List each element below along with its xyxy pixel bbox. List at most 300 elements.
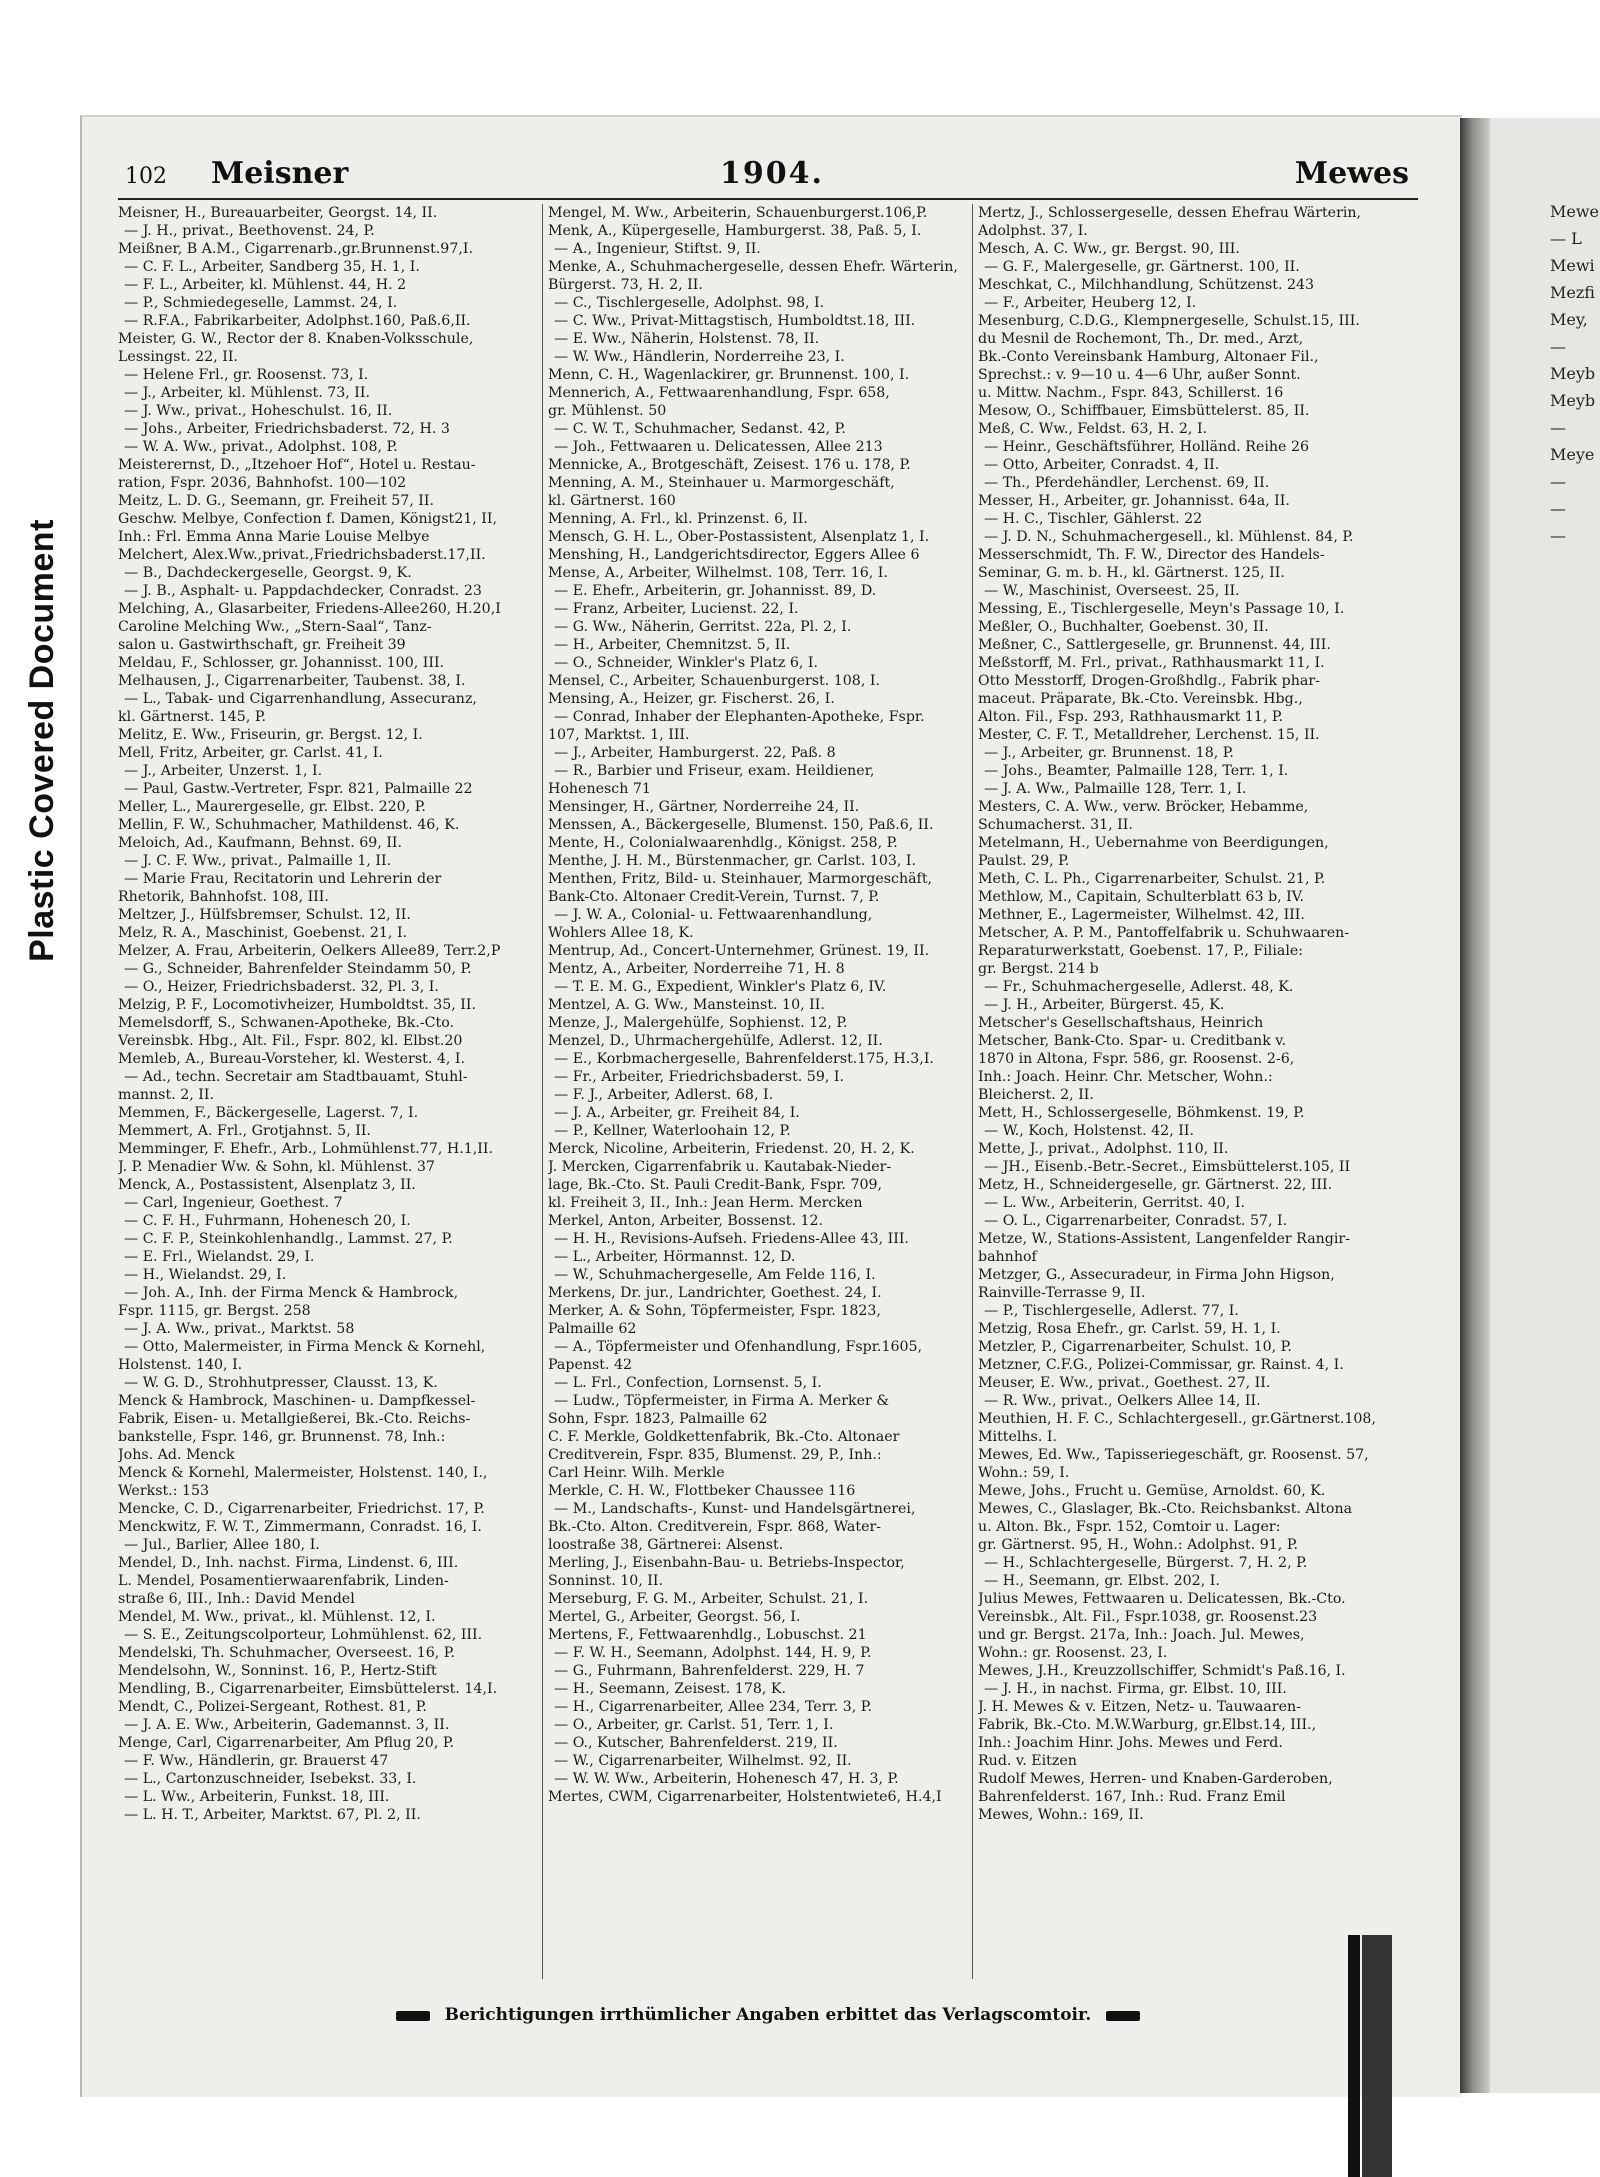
- directory-entry-line: — F. Ww., Händlerin, gr. Brauerst 47: [124, 1753, 389, 1769]
- directory-entry-line: — L. Ww., Arbeiterin, Gerritst. 40, I.: [984, 1195, 1246, 1211]
- directory-entry-line: — J., Arbeiter, kl. Mühlenst. 73, II.: [124, 385, 371, 401]
- directory-entry-line: — J., Arbeiter, Hamburgerst. 22, Paß. 8: [554, 745, 836, 761]
- directory-entry-line: — L., Tabak- und Cigarrenhandlung, Assecuranz,: [124, 691, 477, 707]
- directory-entry-line: — R. Ww., privat., Oelkers Allee 14, II.: [984, 1393, 1261, 1409]
- directory-entry-line: Menthen, Fritz, Bild- u. Steinhauer, Marmorgeschäft,: [548, 871, 933, 887]
- pointing-hand-icon: [1106, 2011, 1140, 2021]
- directory-entry-line: Mendelsohn, W., Sonninst. 16, P., Hertz-Stift: [118, 1663, 437, 1679]
- directory-entry-line: — L. H. T., Arbeiter, Marktst. 67, Pl. 2, II.: [124, 1807, 421, 1823]
- directory-entry-line: Mette, J., privat., Adolphst. 110, II.: [978, 1141, 1229, 1157]
- directory-entry-line: — G. F., Malergeselle, gr. Gärtnerst. 100, II.: [984, 259, 1300, 275]
- directory-entry-line: — Franz, Arbeiter, Lucienst. 22, I.: [554, 601, 799, 617]
- directory-entry-line: Menssen, A., Bäckergeselle, Blumenst. 150, Paß.6, II.: [548, 817, 934, 833]
- column-divider: [542, 204, 543, 1979]
- directory-entry-line: Melitz, E. Ww., Friseurin, gr. Bergst. 12, I.: [118, 727, 423, 743]
- directory-entry-line: und gr. Bergst. 217a, Inh.: Joach. Jul. Mewes,: [978, 1627, 1305, 1643]
- directory-entry-line: — C. F. H., Fuhrmann, Hohenesch 20, I.: [124, 1213, 411, 1229]
- directory-entry-line: — Johs., Arbeiter, Friedrichsbaderst. 72, H. 3: [124, 421, 450, 437]
- directory-entry-line: Meldau, F., Schlosser, gr. Johannisst. 100, III.: [118, 655, 445, 671]
- directory-entry-line: — E. Frl., Wielandst. 29, I.: [124, 1249, 315, 1265]
- directory-entry-line: — L., Cartonzuschneider, Isebekst. 33, I.: [124, 1771, 417, 1787]
- directory-entry-line: Bk.-Cto. Alton. Creditverein, Fspr. 868, Water-: [548, 1519, 882, 1535]
- directory-entry-line: Merseburg, F. G. M., Arbeiter, Schulst. 21, I.: [548, 1591, 869, 1607]
- directory-entry-line: — O., Arbeiter, gr. Carlst. 51, Terr. 1, I.: [554, 1717, 834, 1733]
- directory-entry-line: — R., Barbier und Friseur, exam. Heildiener,: [554, 763, 875, 779]
- directory-entry-line: Meloich, Ad., Kaufmann, Behnst. 69, II.: [118, 835, 403, 851]
- directory-entry-line: Mertz, J., Schlossergeselle, dessen Ehefrau Wärterin,: [978, 205, 1362, 221]
- directory-entry-line: — P., Kellner, Waterloohain 12, P.: [554, 1123, 791, 1139]
- directory-entry-line: Adolphst. 37, I.: [978, 223, 1088, 239]
- directory-entry-line: — W., Schuhmachergeselle, Am Felde 116, I.: [554, 1267, 876, 1283]
- directory-entry-line: Seminar, G. m. b. H., kl. Gärtnerst. 125, II.: [978, 565, 1285, 581]
- directory-entry-line: Fspr. 1115, gr. Bergst. 258: [118, 1303, 311, 1319]
- directory-entry-line: — S. E., Zeitungscolporteur, Lohmühlenst. 62, III.: [124, 1627, 483, 1643]
- directory-entry-line: Menck & Kornehl, Malermeister, Holstenst. 140, I.,: [118, 1465, 488, 1481]
- directory-entry-line: — W. G. D., Strohhutpresser, Clausst. 13, K.: [124, 1375, 438, 1391]
- directory-entry-line: Paulst. 29, P.: [978, 853, 1070, 869]
- directory-entry-line: Melching, A., Glasarbeiter, Friedens-Allee260, H.20,I: [118, 601, 501, 617]
- directory-entry-line: Mewes, C., Glaslager, Bk.-Cto. Reichsbankst. Altona: [978, 1501, 1353, 1517]
- directory-entry-line: L. Mendel, Posamentierwaarenfabrik, Linden-: [118, 1573, 449, 1589]
- directory-entry-line: Mensinger, H., Gärtner, Norderreihe 24, II.: [548, 799, 860, 815]
- directory-entry-line: Metzger, G., Assecuradeur, in Firma John Higson,: [978, 1267, 1335, 1283]
- directory-entry-line: Memleb, A., Bureau-Vorsteher, kl. Westerst. 4, I.: [118, 1051, 466, 1067]
- directory-entry-line: — F. J., Arbeiter, Adlerst. 68, I.: [554, 1087, 774, 1103]
- directory-entry-line: Memmert, A. Frl., Grotjahnst. 5, II.: [118, 1123, 371, 1139]
- page-header: [125, 150, 1415, 190]
- directory-entry-line: Melz, R. A., Maschinist, Goebenst. 21, I.: [118, 925, 408, 941]
- next-page-fragment-line: — L: [1550, 229, 1582, 248]
- directory-column-3: [978, 204, 1398, 1979]
- directory-entry-line: Papenst. 42: [548, 1357, 633, 1373]
- directory-entry-line: — Fr., Schuhmachergeselle, Adlerst. 48, K.: [984, 979, 1294, 995]
- header-left-keyword: Meisner: [211, 156, 349, 191]
- directory-entry-line: — C. W. T., Schuhmacher, Sedanst. 42, P.: [554, 421, 846, 437]
- directory-entry-line: — B., Dachdeckergeselle, Georgst. 9, K.: [124, 565, 412, 581]
- directory-entry-line: Mendelski, Th. Schuhmacher, Overseest. 16, P.: [118, 1645, 455, 1661]
- directory-entry-line: — J. A. E. Ww., Arbeiterin, Gademannst. 3, II.: [124, 1717, 450, 1733]
- directory-entry-line: Menzel, D., Uhrmachergehülfe, Adlerst. 12, II.: [548, 1033, 883, 1049]
- directory-entry-line: — Th., Pferdehändler, Lerchenst. 69, II.: [984, 475, 1270, 491]
- header-rule: [118, 198, 1418, 200]
- directory-entry-line: Bleicherst. 2, II.: [978, 1087, 1094, 1103]
- directory-entry-line: Mittelhs. I.: [978, 1429, 1057, 1445]
- directory-entry-line: — J. H., Arbeiter, Bürgerst. 45, K.: [984, 997, 1225, 1013]
- directory-entry-line: Mesow, O., Schiffbauer, Eimsbüttelerst. 85, II.: [978, 403, 1310, 419]
- next-page-fragment-line: Mezfi: [1550, 283, 1595, 302]
- directory-entry-line: Johs. Ad. Menck: [118, 1447, 235, 1463]
- directory-entry-line: Schumacherst. 31, II.: [978, 817, 1133, 833]
- directory-entry-line: Menge, Carl, Cigarrenarbeiter, Am Pflug 20, P.: [118, 1735, 455, 1751]
- directory-entry-line: mannst. 2, II.: [118, 1087, 214, 1103]
- book-gutter: [1460, 118, 1490, 2093]
- directory-entry-line: kl. Gärtnerst. 160: [548, 493, 676, 509]
- directory-entry-line: — F., Arbeiter, Heuberg 12, I.: [984, 295, 1197, 311]
- directory-entry-line: Fabrik, Eisen- u. Metallgießerei, Bk.-Cto. Reichs-: [118, 1411, 471, 1427]
- footer-note: Berichtigungen irrthümlicher Angaben erbittet das Verlagscomtoir.: [444, 2005, 1092, 2025]
- directory-entry-line: Metelmann, H., Uebernahme von Beerdigungen,: [978, 835, 1329, 851]
- directory-entry-line: — Johs., Beamter, Palmaille 128, Terr. 1, I.: [984, 763, 1289, 779]
- directory-entry-line: — A., Töpfermeister und Ofenhandlung, Fspr.1605,: [554, 1339, 923, 1355]
- directory-entry-line: Mertel, G., Arbeiter, Georgst. 56, I.: [548, 1609, 801, 1625]
- directory-entry-line: Melchert, Alex.Ww.,privat.,Friedrichsbaderst.17,II.: [118, 547, 486, 563]
- directory-entry-line: — H., Seemann, gr. Elbst. 202, I.: [984, 1573, 1220, 1589]
- directory-entry-line: Mengel, M. Ww., Arbeiterin, Schauenburgerst.106,P.: [548, 205, 928, 221]
- directory-entry-line: Mense, A., Arbeiter, Wilhelmst. 108, Terr. 16, I.: [548, 565, 888, 581]
- directory-entry-line: — J. A., Arbeiter, gr. Freiheit 84, I.: [554, 1105, 800, 1121]
- directory-entry-line: — L. Frl., Confection, Lornsenst. 5, I.: [554, 1375, 822, 1391]
- directory-entry-line: J. H. Mewes & v. Eitzen, Netz- u. Tauwaaren-: [978, 1699, 1301, 1715]
- directory-entry-line: Messer, H., Arbeiter, gr. Johannisst. 64a, II.: [978, 493, 1290, 509]
- directory-entry-line: Mentrup, Ad., Concert-Unternehmer, Grünest. 19, II.: [548, 943, 930, 959]
- directory-entry-line: — J., Arbeiter, Unzerst. 1, I.: [124, 763, 323, 779]
- directory-entry-line: Holstenst. 140, I.: [118, 1357, 243, 1373]
- directory-entry-line: gr. Mühlenst. 50: [548, 403, 667, 419]
- directory-entry-line: Metscher, A. P. M., Pantoffelfabrik u. Schuhwaaren-: [978, 925, 1350, 941]
- directory-entry-line: Merling, J., Eisenbahn-Bau- u. Betriebs-Inspector,: [548, 1555, 905, 1571]
- column-divider: [972, 204, 973, 1979]
- directory-entry-line: Meß, C. Ww., Feldst. 63, H. 2, I.: [978, 421, 1208, 437]
- directory-entry-line: Memmen, F., Bäckergeselle, Lagerst. 7, I.: [118, 1105, 419, 1121]
- directory-entry-line: Menze, J., Malergehülfe, Sophienst. 12, P.: [548, 1015, 848, 1031]
- directory-entry-line: Methner, E., Lagermeister, Wilhelmst. 42, III.: [978, 907, 1305, 923]
- directory-entry-line: — W., Maschinist, Overseest. 25, II.: [984, 583, 1240, 599]
- directory-entry-line: — J. A. Ww., privat., Marktst. 58: [124, 1321, 355, 1337]
- directory-entry-line: Meltzer, J., Hülfsbremser, Schulst. 12, II.: [118, 907, 411, 923]
- directory-entry-line: — J. D. N., Schuhmachergesell., kl. Mühlenst. 84, P.: [984, 529, 1354, 545]
- directory-entry-line: — O., Schneider, Winkler's Platz 6, I.: [554, 655, 819, 671]
- directory-entry-line: Mertens, F., Fettwaarenhdlg., Lobuschst. 21: [548, 1627, 867, 1643]
- directory-entry-line: — J. B., Asphalt- u. Pappdachdecker, Conradst. 23: [124, 583, 482, 599]
- directory-entry-line: Rhetorik, Bahnhofst. 108, III.: [118, 889, 329, 905]
- directory-entry-line: Menning, A. Frl., kl. Prinzenst. 6, II.: [548, 511, 808, 527]
- directory-entry-line: — J. C. F. Ww., privat., Palmaille 1, II.: [124, 853, 392, 869]
- directory-entry-line: — W., Cigarrenarbeiter, Wilhelmst. 92, II.: [554, 1753, 852, 1769]
- directory-entry-line: Lessingst. 22, II.: [118, 349, 238, 365]
- directory-entry-line: — Fr., Arbeiter, Friedrichsbaderst. 59, I.: [554, 1069, 844, 1085]
- directory-entry-line: Bank-Cto. Altonaer Credit-Verein, Turnst. 7, P.: [548, 889, 880, 905]
- directory-entry-line: Messing, E., Tischlergeselle, Meyn's Passage 10, I.: [978, 601, 1345, 617]
- directory-entry-line: Wohn.: 59, I.: [978, 1465, 1070, 1481]
- next-page-fragment-line: Meyb: [1550, 391, 1596, 410]
- page-footer: [118, 2005, 1418, 2035]
- directory-entry-line: Merkle, C. H. W., Flottbeker Chaussee 116: [548, 1483, 856, 1499]
- directory-entry-line: — M., Landschafts-, Kunst- und Handelsgärtnerei,: [554, 1501, 916, 1517]
- directory-entry-line: — C., Tischlergeselle, Adolphst. 98, I.: [554, 295, 825, 311]
- directory-entry-line: Mendel, M. Ww., privat., kl. Mühlenst. 12, I.: [118, 1609, 436, 1625]
- directory-entry-line: — Otto, Malermeister, in Firma Menck & Kornehl,: [124, 1339, 486, 1355]
- directory-entry-line: Meth, C. L. Ph., Cigarrenarbeiter, Schulst. 21, P.: [978, 871, 1326, 887]
- directory-entry-line: — Joh. A., Inh. der Firma Menck & Hambrock,: [124, 1285, 459, 1301]
- directory-entry-line: Metzig, Rosa Ehefr., gr. Carlst. 59, H. 1, I.: [978, 1321, 1281, 1337]
- directory-entry-line: — T. E. M. G., Expedient, Winkler's Platz 6, IV.: [554, 979, 887, 995]
- directory-entry-line: Fabrik, Bk.-Cto. M.W.Warburg, gr.Elbst.14, III.,: [978, 1717, 1317, 1733]
- directory-entry-line: Memminger, F. Ehefr., Arb., Lohmühlenst.77, H.1,II.: [118, 1141, 494, 1157]
- directory-entry-line: Menck & Hambrock, Maschinen- u. Dampfkessel-: [118, 1393, 476, 1409]
- directory-entry-line: Meschkat, C., Milchhandlung, Schützenst. 243: [978, 277, 1315, 293]
- directory-entry-line: u. Alton. Bk., Fspr. 152, Comtoir u. Lager:: [978, 1519, 1281, 1535]
- directory-entry-line: lage, Bk.-Cto. St. Pauli Credit-Bank, Fspr. 709,: [548, 1177, 883, 1193]
- directory-entry-line: Meßstorff, M. Frl., privat., Rathhausmarkt 11, I.: [978, 655, 1325, 671]
- directory-entry-line: Metscher, Bank-Cto. Spar- u. Creditbank v.: [978, 1033, 1287, 1049]
- directory-entry-line: — O., Kutscher, Bahrenfelderst. 219, II.: [554, 1735, 838, 1751]
- directory-entry-line: Meuser, E. Ww., privat., Goethest. 27, II.: [978, 1375, 1271, 1391]
- directory-entry-line: Merck, Nicoline, Arbeiterin, Friedenst. 20, H. 2, K.: [548, 1141, 915, 1157]
- directory-entry-line: Melzer, A. Frau, Arbeiterin, Oelkers Allee89, Terr.2,P: [118, 943, 501, 959]
- directory-entry-line: Menckwitz, F. W. T., Zimmermann, Conradst. 16, I.: [118, 1519, 482, 1535]
- directory-entry-line: Menck, A., Postassistent, Alsenplatz 3, II.: [118, 1177, 416, 1193]
- directory-entry-line: Mewes, Ed. Ww., Tapisseriegeschäft, gr. Roosenst. 57,: [978, 1447, 1369, 1463]
- directory-entry-line: — H., Cigarrenarbeiter, Allee 234, Terr. 3, P.: [554, 1699, 872, 1715]
- directory-column-2: [548, 204, 968, 1979]
- directory-entry-line: Menshing, H., Landgerichtsdirector, Eggers Allee 6: [548, 547, 920, 563]
- next-page-fragment-line: Meyb: [1550, 364, 1596, 383]
- directory-entry-line: Mencke, C. D., Cigarrenarbeiter, Friedrichst. 17, P.: [118, 1501, 485, 1517]
- directory-entry-line: — JH., Eisenb.-Betr.-Secret., Eimsbüttelerst.105, II: [984, 1159, 1351, 1175]
- directory-entry-line: J. P. Menadier Ww. & Sohn, kl. Mühlenst. 37: [118, 1159, 435, 1175]
- directory-entry-line: Mentz, A., Arbeiter, Norderreihe 71, H. 8: [548, 961, 845, 977]
- next-page-fragment-line: —: [1550, 337, 1566, 356]
- directory-entry-line: Memelsdorff, S., Schwanen-Apotheke, Bk.-Cto.: [118, 1015, 455, 1031]
- next-page-fragment-line: —: [1550, 526, 1566, 545]
- directory-entry-line: Reparaturwerkstatt, Goebenst. 17, P., Filiale:: [978, 943, 1304, 959]
- directory-entry-line: Mertes, CWM, Cigarrenarbeiter, Holstentwiete6, H.4,I: [548, 1789, 942, 1805]
- directory-entry-line: Metscher's Gesellschaftshaus, Heinrich: [978, 1015, 1264, 1031]
- directory-entry-line: — O., Heizer, Friedrichsbaderst. 32, Pl. 3, I.: [124, 979, 439, 995]
- directory-entry-line: Otto Messtorff, Drogen-Großhdlg., Fabrik phar-: [978, 673, 1320, 689]
- directory-entry-line: — W. A. Ww., privat., Adolphst. 108, P.: [124, 439, 398, 455]
- directory-entry-line: Mensel, C., Arbeiter, Schauenburgerst. 108, I.: [548, 673, 880, 689]
- next-page-fragment-line: Mewe: [1550, 202, 1600, 221]
- pointing-hand-icon: [396, 2011, 430, 2021]
- directory-entry-line: — L., Arbeiter, Hörmannst. 12, D.: [554, 1249, 796, 1265]
- directory-entry-line: Vereinsbk. Hbg., Alt. Fil., Fspr. 802, kl. Elbst.20: [118, 1033, 463, 1049]
- header-year: 1904.: [720, 156, 824, 191]
- directory-entry-line: Mett, H., Schlossergeselle, Böhmkenst. 19, P.: [978, 1105, 1305, 1121]
- directory-entry-line: Geschw. Melbye, Confection f. Damen, Königst21, II,: [118, 511, 497, 527]
- directory-entry-line: — F. W. H., Seemann, Adolphst. 144, H. 9, P.: [554, 1645, 872, 1661]
- directory-entry-line: Metze, W., Stations-Assistent, Langenfelder Rangir-: [978, 1231, 1350, 1247]
- directory-entry-line: Metzler, P., Cigarrenarbeiter, Schulst. 10, P.: [978, 1339, 1292, 1355]
- directory-entry-line: Mentzel, A. G. Ww., Mansteinst. 10, II.: [548, 997, 825, 1013]
- directory-entry-line: — Conrad, Inhaber der Elephanten-Apotheke, Fspr.: [554, 709, 925, 725]
- directory-entry-line: — Ad., techn. Secretair am Stadtbauamt, Stuhl-: [124, 1069, 468, 1085]
- directory-entry-line: Inh.: Frl. Emma Anna Marie Louise Melbye: [118, 529, 430, 545]
- directory-entry-line: — H., Wielandst. 29, I.: [124, 1267, 287, 1283]
- directory-entry-line: Mendel, D., Inh. nachst. Firma, Lindenst. 6, III.: [118, 1555, 459, 1571]
- directory-entry-line: — W. W. Ww., Arbeiterin, Hohenesch 47, H. 3, P.: [554, 1771, 899, 1787]
- directory-entry-line: Rud. v. Eitzen: [978, 1753, 1077, 1769]
- directory-entry-line: — A., Ingenieur, Stiftst. 9, II.: [554, 241, 761, 257]
- directory-column-1: [118, 204, 538, 1979]
- next-page-fragment: [1490, 118, 1600, 549]
- directory-entry-line: Mennerich, A., Fettwaarenhandlung, Fspr. 658,: [548, 385, 890, 401]
- directory-entry-line: Mendling, B., Cigarrenarbeiter, Eimsbüttelerst. 14,I.: [118, 1681, 498, 1697]
- directory-entry-line: Alton. Fil., Fsp. 293, Rathhausmarkt 11, P.: [978, 709, 1284, 725]
- directory-entry-line: loostraße 38, Gärtnerei: Alsenst.: [548, 1537, 784, 1553]
- directory-entry-line: bahnhof: [978, 1249, 1037, 1265]
- directory-entry-line: bankstelle, Fspr. 146, gr. Brunnenst. 78, Inh.:: [118, 1429, 446, 1445]
- directory-entry-line: — H. C., Tischler, Gählerst. 22: [984, 511, 1203, 527]
- directory-entry-line: Mellin, F. W., Schuhmacher, Mathildenst. 46, K.: [118, 817, 460, 833]
- next-page-fragment-line: —: [1550, 472, 1566, 491]
- directory-entry-line: — E., Korbmachergeselle, Bahrenfelderst.175, H.3,I.: [554, 1051, 934, 1067]
- directory-entry-line: Werkst.: 153: [118, 1483, 210, 1499]
- directory-entry-line: Bahrenfelderst. 167, Inh.: Rud. Franz Emil: [978, 1789, 1286, 1805]
- directory-entry-line: — J. Ww., privat., Hoheschulst. 16, II.: [124, 403, 393, 419]
- directory-entry-line: Bürgerst. 73, H. 2, II.: [548, 277, 703, 293]
- directory-entry-line: — J. W. A., Colonial- u. Fettwaarenhandlung,: [554, 907, 873, 923]
- directory-entry-line: Wohn.: gr. Roosenst. 23, I.: [978, 1645, 1168, 1661]
- directory-entry-line: Meißner, B A.M., Cigarrenarb.,gr.Brunnenst.97,I.: [118, 241, 473, 257]
- next-page-fragment-line: Mey,: [1550, 310, 1588, 329]
- directory-entry-line: Menk, A., Küpergeselle, Hamburgerst. 38, Paß. 5, I.: [548, 223, 922, 239]
- directory-entry-line: Meuthien, H. F. C., Schlachtergesell., gr.Gärtnerst.108,: [978, 1411, 1376, 1427]
- directory-entry-line: 1870 in Altona, Fspr. 586, gr. Roosenst. 2-6,: [978, 1051, 1295, 1067]
- directory-entry-line: — G., Fuhrmann, Bahrenfelderst. 229, H. 7: [554, 1663, 865, 1679]
- directory-entry-line: gr. Bergst. 214 b: [978, 961, 1099, 977]
- directory-entry-line: — Otto, Arbeiter, Conradst. 4, II.: [984, 457, 1220, 473]
- directory-entry-line: — O. L., Cigarrenarbeiter, Conradst. 57, I.: [984, 1213, 1288, 1229]
- directory-entry-line: kl. Freiheit 3, II., Inh.: Jean Herm. Mercken: [548, 1195, 863, 1211]
- directory-entry-line: Meßler, O., Buchhalter, Goebenst. 30, II.: [978, 619, 1269, 635]
- directory-entry-line: — H. H., Revisions-Aufseh. Friedens-Allee 43, III.: [554, 1231, 909, 1247]
- directory-entry-line: Menn, C. H., Wagenlackirer, gr. Brunnenst. 100, I.: [548, 367, 910, 383]
- directory-entry-line: Caroline Melching Ww., „Stern-Saal“, Tanz-: [118, 619, 432, 635]
- directory-entry-line: Meister, G. W., Rector der 8. Knaben-Volksschule,: [118, 331, 474, 347]
- directory-entry-line: — J., Arbeiter, gr. Brunnenst. 18, P.: [984, 745, 1234, 761]
- directory-entry-line: — E. Ehefr., Arbeiterin, gr. Johannisst. 89, D.: [554, 583, 877, 599]
- directory-entry-line: Mewes, J.H., Kreuzzollschiffer, Schmidt's Paß.16, I.: [978, 1663, 1346, 1679]
- directory-entry-line: Sonninst. 10, II.: [548, 1573, 664, 1589]
- directory-entry-line: Sprechst.: v. 9—10 u. 4—6 Uhr, außer Sonnt.: [978, 367, 1301, 383]
- directory-entry-line: Mennicke, A., Brotgeschäft, Zeisest. 176 u. 178, P.: [548, 457, 911, 473]
- directory-entry-line: — H., Arbeiter, Chemnitzst. 5, II.: [554, 637, 791, 653]
- directory-entry-line: Mesch, A. C. Ww., gr. Bergst. 90, III.: [978, 241, 1240, 257]
- directory-entry-line: J. Mercken, Cigarrenfabrik u. Kautabak-Nieder-: [548, 1159, 892, 1175]
- directory-entry-line: Mesenburg, C.D.G., Klempnergeselle, Schulst.15, III.: [978, 313, 1360, 329]
- directory-entry-line: Inh.: Joach. Heinr. Chr. Metscher, Wohn.:: [978, 1069, 1273, 1085]
- directory-entry-line: Mewe, Johs., Frucht u. Gemüse, Arnoldst. 60, K.: [978, 1483, 1326, 1499]
- directory-entry-line: — J. H., privat., Beethovenst. 24, P.: [124, 223, 375, 239]
- directory-entry-line: — W., Koch, Holstenst. 42, II.: [984, 1123, 1194, 1139]
- directory-entry-line: Metz, H., Schneidergeselle, gr. Gärtnerst. 22, III.: [978, 1177, 1333, 1193]
- directory-entry-line: — G. Ww., Näherin, Gerritst. 22a, Pl. 2, I.: [554, 619, 852, 635]
- directory-entry-line: — G., Schneider, Bahrenfelder Steindamm 50, P.: [124, 961, 472, 977]
- plastic-covered-text: Plastic Covered Document: [22, 518, 61, 962]
- directory-entry-line: Hohenesch 71: [548, 781, 651, 797]
- directory-entry-line: C. F. Merkle, Goldkettenfabrik, Bk.-Cto. Altonaer: [548, 1429, 900, 1445]
- directory-entry-line: — H., Schlachtergeselle, Bürgerst. 7, H. 2, P.: [984, 1555, 1308, 1571]
- directory-entry-line: — Joh., Fettwaaren u. Delicatessen, Allee 213: [554, 439, 883, 455]
- directory-entry-line: — Jul., Barlier, Allee 180, I.: [124, 1537, 320, 1553]
- directory-entry-line: Meisner, H., Bureauarbeiter, Georgst. 14, II.: [118, 205, 438, 221]
- directory-entry-line: — Ludw., Töpfermeister, in Firma A. Merker &: [554, 1393, 889, 1409]
- directory-entry-line: du Mesnil de Rochemont, Th., Dr. med., Arzt,: [978, 331, 1304, 347]
- directory-entry-line: — Paul, Gastw.-Vertreter, Fspr. 821, Palmaille 22: [124, 781, 473, 797]
- directory-entry-line: Mente, H., Colonialwaarenhdlg., Königst. 258, P.: [548, 835, 898, 851]
- directory-entry-line: — E. Ww., Näherin, Holstenst. 78, II.: [554, 331, 820, 347]
- directory-entry-line: salon u. Gastwirthschaft, gr. Freiheit 39: [118, 637, 406, 653]
- directory-entry-line: Merkens, Dr. jur., Landrichter, Goethest. 24, I.: [548, 1285, 882, 1301]
- header-right-keyword: Mewes: [1294, 156, 1409, 191]
- directory-entry-line: Melzig, P. F., Locomotivheizer, Humboldtst. 35, II.: [118, 997, 477, 1013]
- directory-entry-line: — C. Ww., Privat-Mittagstisch, Humboldtst.18, III.: [554, 313, 916, 329]
- directory-entry-line: Mendt, C., Polizei-Sergeant, Rothest. 81, P.: [118, 1699, 427, 1715]
- next-page-fragment-line: —: [1550, 418, 1566, 437]
- directory-entry-line: — L. Ww., Arbeiterin, Funkst. 18, III.: [124, 1789, 390, 1805]
- directory-entry-line: Bk.-Conto Vereinsbank Hamburg, Altonaer Fil.,: [978, 349, 1319, 365]
- directory-entry-line: Mewes, Wohn.: 169, II.: [978, 1807, 1144, 1823]
- directory-entry-line: u. Mittw. Nachm., Fspr. 843, Schillerst. 16: [978, 385, 1284, 401]
- directory-entry-line: — H., Seemann, Zeisest. 178, K.: [554, 1681, 786, 1697]
- directory-entry-line: Wohlers Allee 18, K.: [548, 925, 694, 941]
- directory-entry-line: Metzner, C.F.G., Polizei-Commissar, gr. Rainst. 4, I.: [978, 1357, 1344, 1373]
- directory-entry-line: Vereinsbk., Alt. Fil., Fspr.1038, gr. Roosenst.23: [978, 1609, 1318, 1625]
- directory-entry-line: Meller, L., Maurergeselle, gr. Elbst. 220, P.: [118, 799, 426, 815]
- directory-entry-line: — R.F.A., Fabrikarbeiter, Adolphst.160, Paß.6,II.: [124, 313, 471, 329]
- directory-entry-line: gr. Gärtnerst. 95, H., Wohn.: Adolphst. 91, P.: [978, 1537, 1299, 1553]
- directory-entry-line: Mell, Fritz, Arbeiter, gr. Carlst. 41, I.: [118, 745, 383, 761]
- directory-entry-line: — Carl, Ingenieur, Goethest. 7: [124, 1195, 343, 1211]
- directory-entry-line: Merkel, Anton, Arbeiter, Bossenst. 12.: [548, 1213, 824, 1229]
- directory-entry-line: Menning, A. M., Steinhauer u. Marmorgeschäft,: [548, 475, 895, 491]
- directory-entry-line: Methlow, M., Capitain, Schulterblatt 63 b, IV.: [978, 889, 1305, 905]
- directory-entry-line: 107, Marktst. 1, III.: [548, 727, 690, 743]
- directory-entry-line: — C. F. P., Steinkohlenhandlg., Lammst. 27, P.: [124, 1231, 453, 1247]
- next-page-fragment-line: —: [1550, 499, 1566, 518]
- page-number: 102: [125, 164, 167, 189]
- directory-entry-line: Julius Mewes, Fettwaaren u. Delicatessen, Bk.-Cto.: [978, 1591, 1346, 1607]
- directory-entry-line: Sohn, Fspr. 1823, Palmaille 62: [548, 1411, 768, 1427]
- next-page-edge: [1490, 118, 1600, 2093]
- directory-entry-line: — Heinr., Geschäftsführer, Holländ. Reihe 26: [984, 439, 1310, 455]
- directory-entry-line: Meitz, L. D. G., Seemann, gr. Freiheit 57, II.: [118, 493, 435, 509]
- directory-entry-line: — J. A. Ww., Palmaille 128, Terr. 1, I.: [984, 781, 1247, 797]
- plastic-covered-label: [12, 430, 72, 1050]
- directory-entry-line: — P., Schmiedegeselle, Lammst. 24, I.: [124, 295, 398, 311]
- directory-entry-line: Carl Heinr. Wilh. Merkle: [548, 1465, 725, 1481]
- next-page-fragment-line: Meye: [1550, 445, 1595, 464]
- directory-entry-line: Mensch, G. H. L., Ober-Postassistent, Alsenplatz 1, I.: [548, 529, 930, 545]
- directory-entry-line: Mensing, A., Heizer, gr. Fischerst. 26, I.: [548, 691, 835, 707]
- directory-entry-line: Palmaille 62: [548, 1321, 637, 1337]
- directory-entry-line: Melhausen, J., Cigarrenarbeiter, Taubenst. 38, I.: [118, 673, 466, 689]
- next-page-fragment-line: Mewi: [1550, 256, 1595, 275]
- directory-entry-line: kl. Gärtnerst. 145, P.: [118, 709, 267, 725]
- directory-entry-line: — Helene Frl., gr. Roosenst. 73, I.: [124, 367, 369, 383]
- directory-entry-line: — P., Tischlergeselle, Adlerst. 77, I.: [984, 1303, 1239, 1319]
- directory-entry-line: Creditverein, Fspr. 835, Blumenst. 29, P., Inh.:: [548, 1447, 882, 1463]
- directory-entry-line: maceut. Präparate, Bk.-Cto. Vereinsbk. Hbg.,: [978, 691, 1303, 707]
- directory-entry-line: — C. F. L., Arbeiter, Sandberg 35, H. 1, I.: [124, 259, 420, 275]
- directory-entry-line: Rudolf Mewes, Herren- und Knaben-Garderoben,: [978, 1771, 1333, 1787]
- directory-entry-line: Messerschmidt, Th. F. W., Director des Handels-: [978, 547, 1325, 563]
- directory-entry-line: Rainville-Terrasse 9, II.: [978, 1285, 1146, 1301]
- directory-entry-line: Mester, C. F. T., Metalldreher, Lerchenst. 15, II.: [978, 727, 1320, 743]
- directory-entry-line: Inh.: Joachim Hinr. Johs. Mewes und Ferd.: [978, 1735, 1283, 1751]
- directory-entry-line: Mesters, C. A. Ww., verw. Bröcker, Hebamme,: [978, 799, 1309, 815]
- directory-entry-line: straße 6, III., Inh.: David Mendel: [118, 1591, 355, 1607]
- directory-entry-line: ration, Fspr. 2036, Bahnhofst. 100—102: [118, 475, 407, 491]
- directory-entry-line: — F. L., Arbeiter, kl. Mühlenst. 44, H. 2: [124, 277, 407, 293]
- directory-entry-line: Meisterernst, D., „Itzehoer Hof“, Hotel u. Restau-: [118, 457, 476, 473]
- directory-entry-line: Menke, A., Schuhmachergeselle, dessen Ehefr. Wärterin,: [548, 259, 958, 275]
- directory-entry-line: Meßner, C., Sattlergeselle, gr. Brunnenst. 44, III.: [978, 637, 1331, 653]
- directory-entry-line: Merker, A. & Sohn, Töpfermeister, Fspr. 1823,: [548, 1303, 881, 1319]
- directory-entry-line: Menthe, J. H. M., Bürstenmacher, gr. Carlst. 103, I.: [548, 853, 917, 869]
- directory-entry-line: — J. H., in nachst. Firma, gr. Elbst. 10, III.: [984, 1681, 1287, 1697]
